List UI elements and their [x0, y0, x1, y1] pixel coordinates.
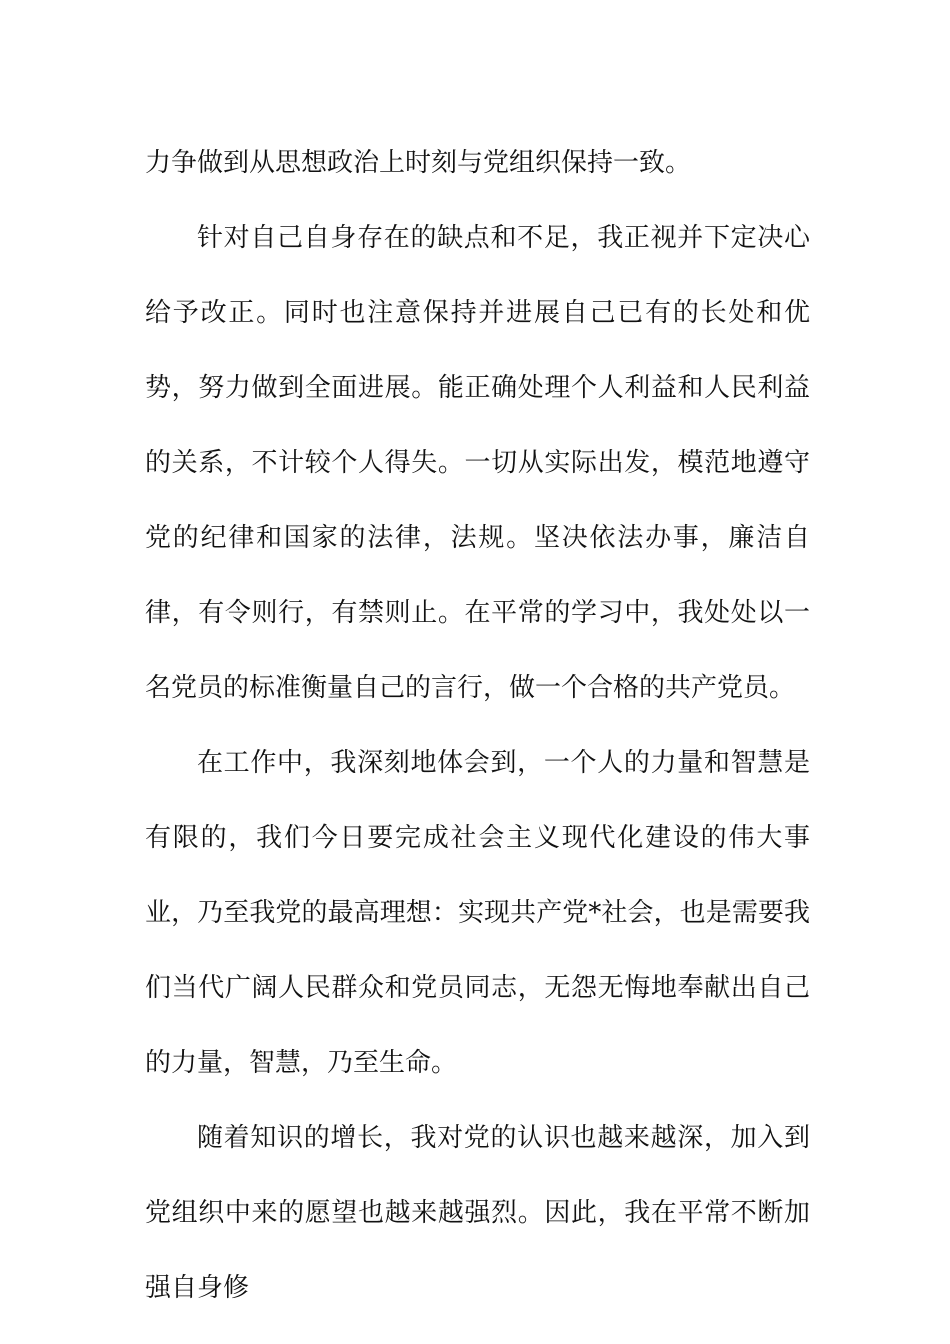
document-body — [145, 126, 810, 1326]
paragraph-1: 力争做到从思想政治上时刻与党组织保持一致。 — [145, 148, 692, 178]
paragraph-4: 随着知识的增长，我对党的认识也越来越深，加入到党组织中来的愿望也越来越强烈。因此，我在平常不断加强自身修 — [145, 1123, 810, 1303]
paragraph-3: 在工作中，我深刻地体会到，一个人的力量和智慧是有限的，我们今日要完成社会主义现代化建设的伟大事业，乃至我党的最高理想：实现共产党*社会，也是需要我们当代广阔人民群众和党员同志，无怨无悔地奉献出自己的力量，智慧，乃至生命。 — [145, 748, 810, 1078]
paragraph-2: 针对自己自身存在的缺点和不足，我正视并下定决心给予改正。同时也注意保持并进展自己已有的长处和优势，努力做到全面进展。能正确处理个人利益和人民利益的关系，不计较个人得失。一切从实际出发，模范地遵守党的纪律和国家的法律，法规。坚决依法办事，廉洁自律，有令则行，有禁则止。在平常的学习中，我处处以一名党员的标准衡量自己的言行，做一个合格的共产党员。 — [145, 223, 810, 703]
